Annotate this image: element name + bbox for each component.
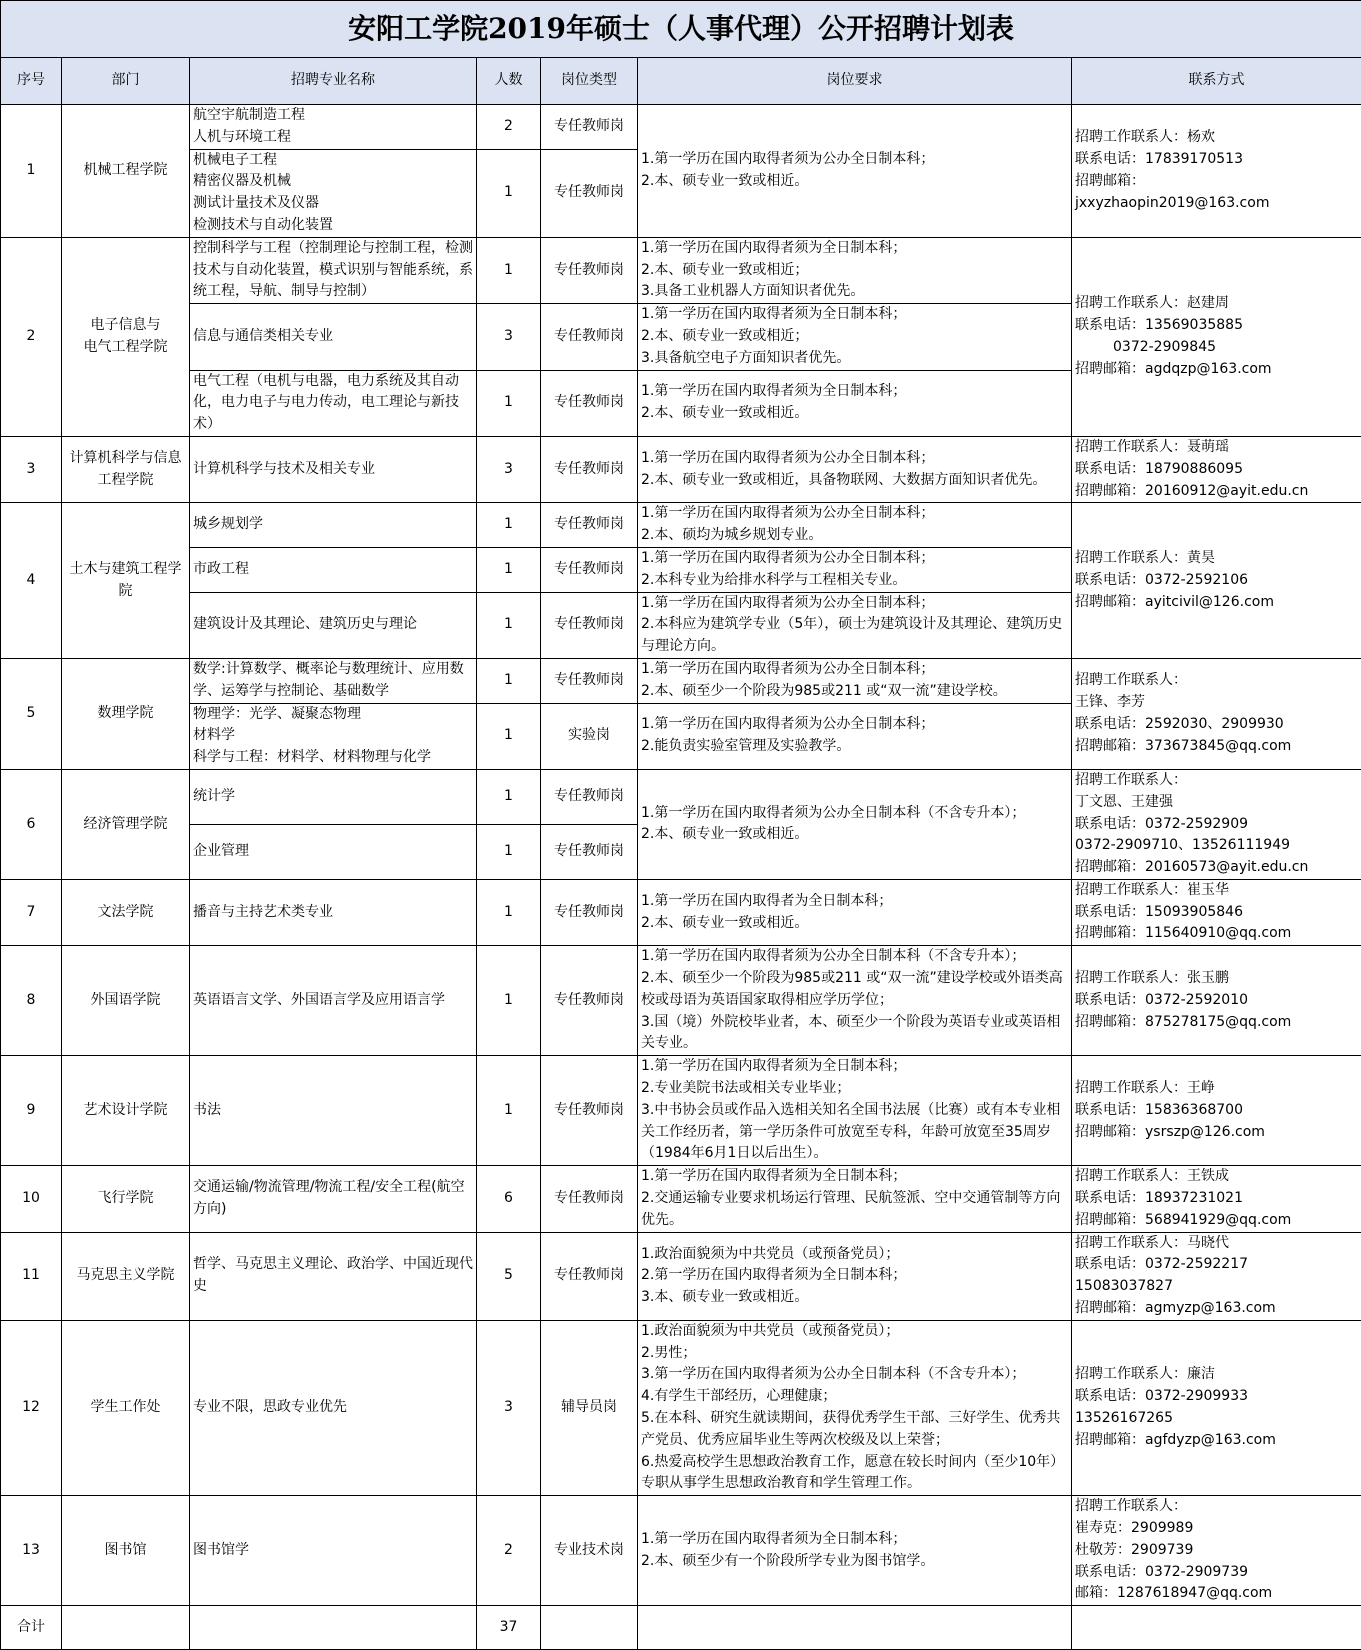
row-number: 7 [1, 879, 62, 945]
contact-cell [1072, 946, 1361, 1056]
requirements-cell [638, 1232, 1072, 1320]
contact-line: 招聘邮箱：568941929@qq.com [1075, 1210, 1358, 1232]
text-line: 电气工程（电机与电器，电力系统及其自动化，电力电子与电力传动，电工理论与新技术） [193, 371, 473, 436]
major-cell [190, 592, 477, 658]
contact-cell [1072, 105, 1361, 238]
requirements-cell [638, 105, 1072, 238]
requirements-cell [638, 946, 1072, 1056]
contact-line: 联系电话：17839170513 [1075, 149, 1358, 171]
headcount-cell: 3 [477, 304, 541, 370]
contact-line: 联系电话：0372-2592010 [1075, 990, 1358, 1012]
total-row [1, 1606, 1361, 1650]
position-type-cell: 专任教师岗 [541, 370, 638, 436]
position-type-cell: 专任教师岗 [541, 503, 638, 548]
text-line: 统计学 [193, 786, 473, 808]
table-row [1, 436, 1361, 502]
contact-cell [1072, 503, 1361, 659]
major-cell [190, 703, 477, 769]
header-cell: 岗位要求 [638, 58, 1072, 105]
requirement-line: 2.专业美院书法或相关专业毕业； [641, 1078, 1068, 1100]
text-line: 数理学院 [65, 703, 186, 725]
contact-line: 招聘邮箱： [1075, 171, 1358, 193]
headcount-cell: 1 [477, 149, 541, 237]
requirement-line: 1.第一学历在国内取得者须为公办全日制本科； [641, 503, 1068, 525]
text-line: 材料学 [193, 725, 473, 747]
requirement-line: 1.第一学历在国内取得者须为公办全日制本科； [641, 448, 1068, 470]
headcount-cell: 1 [477, 824, 541, 879]
text-line: 外国语学院 [65, 990, 186, 1012]
requirement-line: 1.第一学历在国内取得者须为公办全日制本科； [641, 659, 1068, 681]
headcount-cell: 1 [477, 658, 541, 703]
requirement-line: 1.政治面貌须为中共党员（或预备党员）； [641, 1321, 1068, 1343]
department-cell [62, 658, 190, 769]
contact-line: 联系电话：0372-2592909 [1075, 814, 1358, 836]
row-number: 12 [1, 1320, 62, 1495]
position-type-cell: 专任教师岗 [541, 824, 638, 879]
requirement-line: 2.本科专业为给排水科学与工程相关专业。 [641, 570, 1068, 592]
requirement-line: 2.男性； [641, 1343, 1068, 1365]
requirements-cell [638, 547, 1072, 592]
text-line: 艺术设计学院 [65, 1100, 186, 1122]
text-line: 工程学院 [65, 470, 186, 492]
text-line: 经济管理学院 [65, 814, 186, 836]
requirement-line: 1.第一学历在国内取得者须为全日制本科； [641, 1056, 1068, 1078]
requirement-line: 3.国（境）外院校毕业者，本、硕至少一个阶段为英语专业或英语相关专业。 [641, 1012, 1068, 1056]
row-number: 5 [1, 658, 62, 769]
total-count: 37 [477, 1606, 541, 1650]
empty-cell [1072, 1606, 1361, 1650]
text-line: 交通运输/物流管理/物流工程/安全工程(航空方向) [193, 1177, 473, 1221]
headcount-cell: 2 [477, 1496, 541, 1606]
row-number: 1 [1, 105, 62, 238]
requirement-line: 1.政治面貌须为中共党员（或预备党员）； [641, 1244, 1068, 1266]
requirement-line: 2.本、硕专业一致或相近； [641, 326, 1068, 348]
contact-line: 联系电话：15093905846 [1075, 902, 1358, 924]
text-line: 计算机科学与信息 [65, 448, 186, 470]
department-cell [62, 879, 190, 945]
position-type-cell: 专任教师岗 [541, 946, 638, 1056]
headcount-cell: 1 [477, 547, 541, 592]
major-cell [190, 370, 477, 436]
department-cell [62, 769, 190, 879]
row-number: 8 [1, 946, 62, 1056]
text-line: 信息与通信类相关专业 [193, 326, 473, 348]
requirement-line: 1.第一学历在国内取得者须为全日制本科； [641, 1166, 1068, 1188]
contact-line: 崔寿克：2909989 [1075, 1518, 1358, 1540]
header-row [1, 58, 1361, 105]
requirement-line: 2.能负责实验室管理及实验教学。 [641, 736, 1068, 758]
headcount-cell: 3 [477, 436, 541, 502]
contact-line: 杜敬芳：2909739 [1075, 1540, 1358, 1562]
requirements-cell [638, 1166, 1072, 1232]
contact-line: 招聘工作联系人：王峥 [1075, 1078, 1358, 1100]
text-line: 书法 [193, 1100, 473, 1122]
department-cell [62, 1320, 190, 1495]
headcount-cell: 1 [477, 879, 541, 945]
requirement-line: 6.热爱高校学生思想政治教育工作，愿意在较长时间内（至少10年）专职从事学生思想政治教育和学生管理工作。 [641, 1452, 1068, 1496]
requirements-cell [638, 879, 1072, 945]
requirement-line: 2.本、硕至少一个阶段为985或211 或“双一流”建设学校或外语类高校或母语为英语国家取得相应学历学位； [641, 968, 1068, 1012]
requirement-line: 3.中书协会员或作品入选相关知名全国书法展（比赛）或有本专业相关工作经历者，第一学历条件可放宽至专科，年龄可放宽至35周岁（1984年6月1日以后出生）。 [641, 1100, 1068, 1165]
requirement-line: 2.本、硕至少有一个阶段所学专业为图书馆学。 [641, 1551, 1068, 1573]
major-cell [190, 879, 477, 945]
headcount-cell: 1 [477, 1056, 541, 1166]
contact-line: 联系电话：18790886095 [1075, 459, 1358, 481]
row-number: 3 [1, 436, 62, 502]
text-line: 机械工程学院 [65, 160, 186, 182]
table-row [1, 1496, 1361, 1606]
contact-line: 招聘工作联系人：聂萌瑶 [1075, 437, 1358, 459]
contact-cell [1072, 769, 1361, 879]
total-label: 合计 [1, 1606, 62, 1650]
text-line: 电气工程学院 [65, 337, 186, 359]
major-cell [190, 436, 477, 502]
headcount-cell: 6 [477, 1166, 541, 1232]
table-row [1, 879, 1361, 945]
position-type-cell: 专任教师岗 [541, 149, 638, 237]
requirement-line: 4.有学生干部经历，心理健康； [641, 1386, 1068, 1408]
text-line: 图书馆学 [193, 1540, 473, 1562]
table-row [1, 658, 1361, 703]
contact-line: 招聘邮箱：agmyzp@163.com [1075, 1298, 1358, 1320]
text-line: 图书馆 [65, 1540, 186, 1562]
row-number: 4 [1, 503, 62, 659]
page-title: 安阳工学院2019年硕士（人事代理）公开招聘计划表 [1, 1, 1361, 58]
contact-line: 招聘工作联系人： [1075, 670, 1358, 692]
contact-line: 招聘邮箱：20160573@ayit.edu.cn [1075, 857, 1358, 879]
headcount-cell: 1 [477, 592, 541, 658]
text-line: 文法学院 [65, 902, 186, 924]
requirements-cell [638, 304, 1072, 370]
header-cell: 人数 [477, 58, 541, 105]
requirement-line: 1.第一学历在国内取得者须为全日制本科； [641, 238, 1068, 260]
position-type-cell: 专任教师岗 [541, 547, 638, 592]
requirement-line: 1.第一学历在国内取得者须为公办全日制本科； [641, 149, 1068, 171]
requirement-line: 1.第一学历在国内取得者须为公办全日制本科； [641, 548, 1068, 570]
contact-line: 招聘邮箱：agfdyzp@163.com [1075, 1430, 1358, 1452]
department-cell [62, 1496, 190, 1606]
text-line: 检测技术与自动化装置 [193, 215, 473, 237]
contact-line: 招聘工作联系人：杨欢 [1075, 127, 1358, 149]
contact-line: 联系电话：2592030、2909930 [1075, 714, 1358, 736]
requirement-line: 2.本、硕至少一个阶段为985或211 或“双一流”建设学校。 [641, 681, 1068, 703]
major-cell [190, 1232, 477, 1320]
contact-line: 联系电话：0372-2592217 [1075, 1254, 1358, 1276]
contact-line: 0372-2909845 [1075, 337, 1358, 359]
text-line: 城乡规划学 [193, 514, 473, 536]
department-cell [62, 503, 190, 659]
major-cell [190, 547, 477, 592]
requirement-line: 2.本、硕专业一致或相近。 [641, 913, 1068, 935]
requirement-line: 1.第一学历在国内取得者为全日制本科； [641, 891, 1068, 913]
text-line: 计算机科学与技术及相关专业 [193, 459, 473, 481]
table-row [1, 1232, 1361, 1320]
table-row [1, 1320, 1361, 1495]
major-cell [190, 769, 477, 824]
empty-cell [541, 1606, 638, 1650]
requirement-line: 2.本、硕专业一致或相近。 [641, 824, 1068, 846]
contact-cell [1072, 1496, 1361, 1606]
major-cell [190, 105, 477, 150]
position-type-cell: 辅导员岗 [541, 1320, 638, 1495]
contact-line: 丁文恩、王建强 [1075, 792, 1358, 814]
contact-line: 15083037827 [1075, 1276, 1358, 1298]
header-cell: 序号 [1, 58, 62, 105]
headcount-cell: 1 [477, 703, 541, 769]
contact-cell [1072, 1320, 1361, 1495]
major-cell [190, 304, 477, 370]
text-line: 院 [65, 581, 186, 603]
position-type-cell: 专任教师岗 [541, 592, 638, 658]
table-row [1, 946, 1361, 1056]
department-cell [62, 946, 190, 1056]
contact-cell [1072, 1056, 1361, 1166]
requirements-cell [638, 370, 1072, 436]
major-cell [190, 1320, 477, 1495]
contact-line: 招聘邮箱：20160912@ayit.edu.cn [1075, 481, 1358, 503]
headcount-cell: 3 [477, 1320, 541, 1495]
text-line: 机械电子工程 [193, 150, 473, 172]
major-cell [190, 237, 477, 303]
requirement-line: 2.第一学历在国内取得者须为全日制本科； [641, 1265, 1068, 1287]
department-cell [62, 237, 190, 436]
text-line: 科学与工程：材料学、材料物理与化学 [193, 747, 473, 769]
text-line: 精密仪器及机械 [193, 171, 473, 193]
contact-line: 招聘邮箱：ysrszp@126.com [1075, 1122, 1358, 1144]
contact-line: 招聘工作联系人：黄昊 [1075, 548, 1358, 570]
requirement-line: 1.第一学历在国内取得者须为公办全日制本科； [641, 714, 1068, 736]
requirements-cell [638, 769, 1072, 879]
table-row [1, 1166, 1361, 1232]
empty-cell [62, 1606, 190, 1650]
text-line: 企业管理 [193, 841, 473, 863]
contact-cell [1072, 436, 1361, 502]
headcount-cell: 1 [477, 237, 541, 303]
requirement-line: 3.具备工业机器人方面知识者优先。 [641, 281, 1068, 303]
requirements-cell [638, 237, 1072, 303]
requirement-line: 2.交通运输专业要求机场运行管理、民航签派、空中交通管制等方向优先。 [641, 1188, 1068, 1232]
requirements-cell [638, 1056, 1072, 1166]
requirement-line: 1.第一学历在国内取得者须为公办全日制本科（不含专升本）； [641, 946, 1068, 968]
row-number: 11 [1, 1232, 62, 1320]
requirement-line: 1.第一学历在国内取得者须为公办全日制本科； [641, 593, 1068, 615]
row-number: 6 [1, 769, 62, 879]
contact-line: 联系电话：0372-2909739 [1075, 1562, 1358, 1584]
contact-line: jxxyzhaopin2019@163.com [1075, 193, 1358, 215]
major-cell [190, 149, 477, 237]
position-type-cell: 专任教师岗 [541, 105, 638, 150]
major-cell [190, 946, 477, 1056]
requirement-line: 3.具备航空电子方面知识者优先。 [641, 348, 1068, 370]
table-row [1, 769, 1361, 824]
requirement-line: 2.本科应为建筑学专业（5年），硕士为建筑设计及其理论、建筑历史与理论方向。 [641, 614, 1068, 658]
text-line: 专业不限，思政专业优先 [193, 1397, 473, 1419]
requirement-line: 2.本、硕均为城乡规划专业。 [641, 525, 1068, 547]
text-line: 测试计量技术及仪器 [193, 193, 473, 215]
contact-line: 联系电话：0372-2592106 [1075, 570, 1358, 592]
contact-line: 招聘工作联系人：崔玉华 [1075, 880, 1358, 902]
requirements-cell [638, 436, 1072, 502]
text-line: 马克思主义学院 [65, 1265, 186, 1287]
department-cell [62, 105, 190, 238]
position-type-cell: 专任教师岗 [541, 237, 638, 303]
contact-line: 招聘邮箱：373673845@qq.com [1075, 736, 1358, 758]
headcount-cell: 1 [477, 370, 541, 436]
contact-cell [1072, 658, 1361, 769]
position-type-cell: 实验岗 [541, 703, 638, 769]
contact-line: 招聘工作联系人：赵建周 [1075, 293, 1358, 315]
contact-line: 招聘工作联系人：张玉鹏 [1075, 968, 1358, 990]
position-type-cell: 专任教师岗 [541, 879, 638, 945]
requirement-line: 2.本、硕专业一致或相近。 [641, 171, 1068, 193]
text-line: 人机与环境工程 [193, 127, 473, 149]
requirements-cell [638, 658, 1072, 703]
requirements-cell [638, 592, 1072, 658]
row-number: 9 [1, 1056, 62, 1166]
text-line: 建筑设计及其理论、建筑历史与理论 [193, 614, 473, 636]
requirement-line: 1.第一学历在国内取得者须为全日制本科； [641, 1529, 1068, 1551]
contact-line: 招聘工作联系人： [1075, 1496, 1358, 1518]
contact-line: 0372-2909710、13526111949 [1075, 835, 1358, 857]
empty-cell [190, 1606, 477, 1650]
major-cell [190, 658, 477, 703]
text-line: 电子信息与 [65, 315, 186, 337]
requirements-cell [638, 1496, 1072, 1606]
headcount-cell: 1 [477, 946, 541, 1056]
text-line: 英语语言文学、外国语言学及应用语言学 [193, 990, 473, 1012]
text-line: 哲学、马克思主义理论、政治学、中国近现代史 [193, 1254, 473, 1298]
position-type-cell: 专任教师岗 [541, 1056, 638, 1166]
contact-cell [1072, 1232, 1361, 1320]
major-cell [190, 1056, 477, 1166]
requirement-line: 3.第一学历在国内取得者须为公办全日制本科（不含专升本）； [641, 1364, 1068, 1386]
position-type-cell: 专任教师岗 [541, 304, 638, 370]
row-number: 10 [1, 1166, 62, 1232]
position-type-cell: 专任教师岗 [541, 769, 638, 824]
headcount-cell: 2 [477, 105, 541, 150]
contact-line: 联系电话：18937231021 [1075, 1188, 1358, 1210]
requirement-line: 1.第一学历在国内取得者须为公办全日制本科（不含专升本）； [641, 803, 1068, 825]
text-line: 物理学：光学、凝聚态物理 [193, 704, 473, 726]
header-cell: 岗位类型 [541, 58, 638, 105]
contact-line: 13526167265 [1075, 1408, 1358, 1430]
contact-line: 联系电话：0372-2909933 [1075, 1386, 1358, 1408]
empty-cell [638, 1606, 1072, 1650]
table-row [1, 503, 1361, 548]
major-cell [190, 1166, 477, 1232]
text-line: 控制科学与工程（控制理论与控制工程，检测技术与自动化装置，模式识别与智能系统，系统工程，导航、制导与控制） [193, 238, 473, 303]
contact-line: 招聘邮箱：115640910@qq.com [1075, 923, 1358, 945]
text-line: 土木与建筑工程学 [65, 559, 186, 581]
requirement-line: 2.本、硕专业一致或相近，具备物联网、大数据方面知识者优先。 [641, 470, 1068, 492]
position-type-cell: 专业技术岗 [541, 1496, 638, 1606]
text-line: 航空宇航制造工程 [193, 105, 473, 127]
text-line: 市政工程 [193, 559, 473, 581]
headcount-cell: 1 [477, 503, 541, 548]
contact-line: 招聘工作联系人：廉洁 [1075, 1364, 1358, 1386]
department-cell [62, 1056, 190, 1166]
position-type-cell: 专任教师岗 [541, 436, 638, 502]
major-cell [190, 824, 477, 879]
headcount-cell: 1 [477, 769, 541, 824]
row-number: 13 [1, 1496, 62, 1606]
contact-line: 招聘工作联系人：马晓代 [1075, 1233, 1358, 1255]
requirements-cell [638, 1320, 1072, 1495]
requirement-line: 2.本、硕专业一致或相近； [641, 260, 1068, 282]
requirements-cell [638, 503, 1072, 548]
position-type-cell: 专任教师岗 [541, 658, 638, 703]
department-cell [62, 436, 190, 502]
contact-line: 联系电话：13569035885 [1075, 315, 1358, 337]
row-number: 2 [1, 237, 62, 436]
text-line: 飞行学院 [65, 1188, 186, 1210]
major-cell [190, 503, 477, 548]
requirement-line: 3.本、硕专业一致或相近。 [641, 1287, 1068, 1309]
table-row [1, 1056, 1361, 1166]
text-line: 播音与主持艺术类专业 [193, 902, 473, 924]
contact-cell [1072, 879, 1361, 945]
text-line: 数学:计算数学、概率论与数理统计、应用数学、运筹学与控制论、基础数学 [193, 659, 473, 703]
requirement-line: 1.第一学历在国内取得者须为全日制本科； [641, 381, 1068, 403]
requirement-line: 1.第一学历在国内取得者须为全日制本科； [641, 304, 1068, 326]
header-cell: 联系方式 [1072, 58, 1361, 105]
contact-line: 招聘工作联系人： [1075, 770, 1358, 792]
position-type-cell: 专任教师岗 [541, 1232, 638, 1320]
header-cell: 招聘专业名称 [190, 58, 477, 105]
requirement-line: 5.在本科、研究生就读期间，获得优秀学生干部、三好学生、优秀共产党员、优秀应届毕业生等两次校级及以上荣誉； [641, 1408, 1068, 1452]
requirements-cell [638, 703, 1072, 769]
text-line: 学生工作处 [65, 1397, 186, 1419]
department-cell [62, 1166, 190, 1232]
contact-cell [1072, 1166, 1361, 1232]
contact-line: 联系电话：15836368700 [1075, 1100, 1358, 1122]
contact-cell [1072, 237, 1361, 436]
contact-line: 邮箱：1287618947@qq.com [1075, 1583, 1358, 1605]
contact-line: 王锋、李芳 [1075, 692, 1358, 714]
contact-line: 招聘邮箱：ayitcivil@126.com [1075, 592, 1358, 614]
contact-line: 招聘邮箱：875278175@qq.com [1075, 1012, 1358, 1034]
major-cell [190, 1496, 477, 1606]
contact-line: 招聘邮箱：agdqzp@163.com [1075, 359, 1358, 381]
table-row [1, 237, 1361, 303]
department-cell [62, 1232, 190, 1320]
table-row [1, 105, 1361, 150]
headcount-cell: 5 [477, 1232, 541, 1320]
contact-line: 招聘工作联系人：王铁成 [1075, 1166, 1358, 1188]
header-cell: 部门 [62, 58, 190, 105]
position-type-cell: 专任教师岗 [541, 1166, 638, 1232]
requirement-line: 2.本、硕专业一致或相近。 [641, 403, 1068, 425]
